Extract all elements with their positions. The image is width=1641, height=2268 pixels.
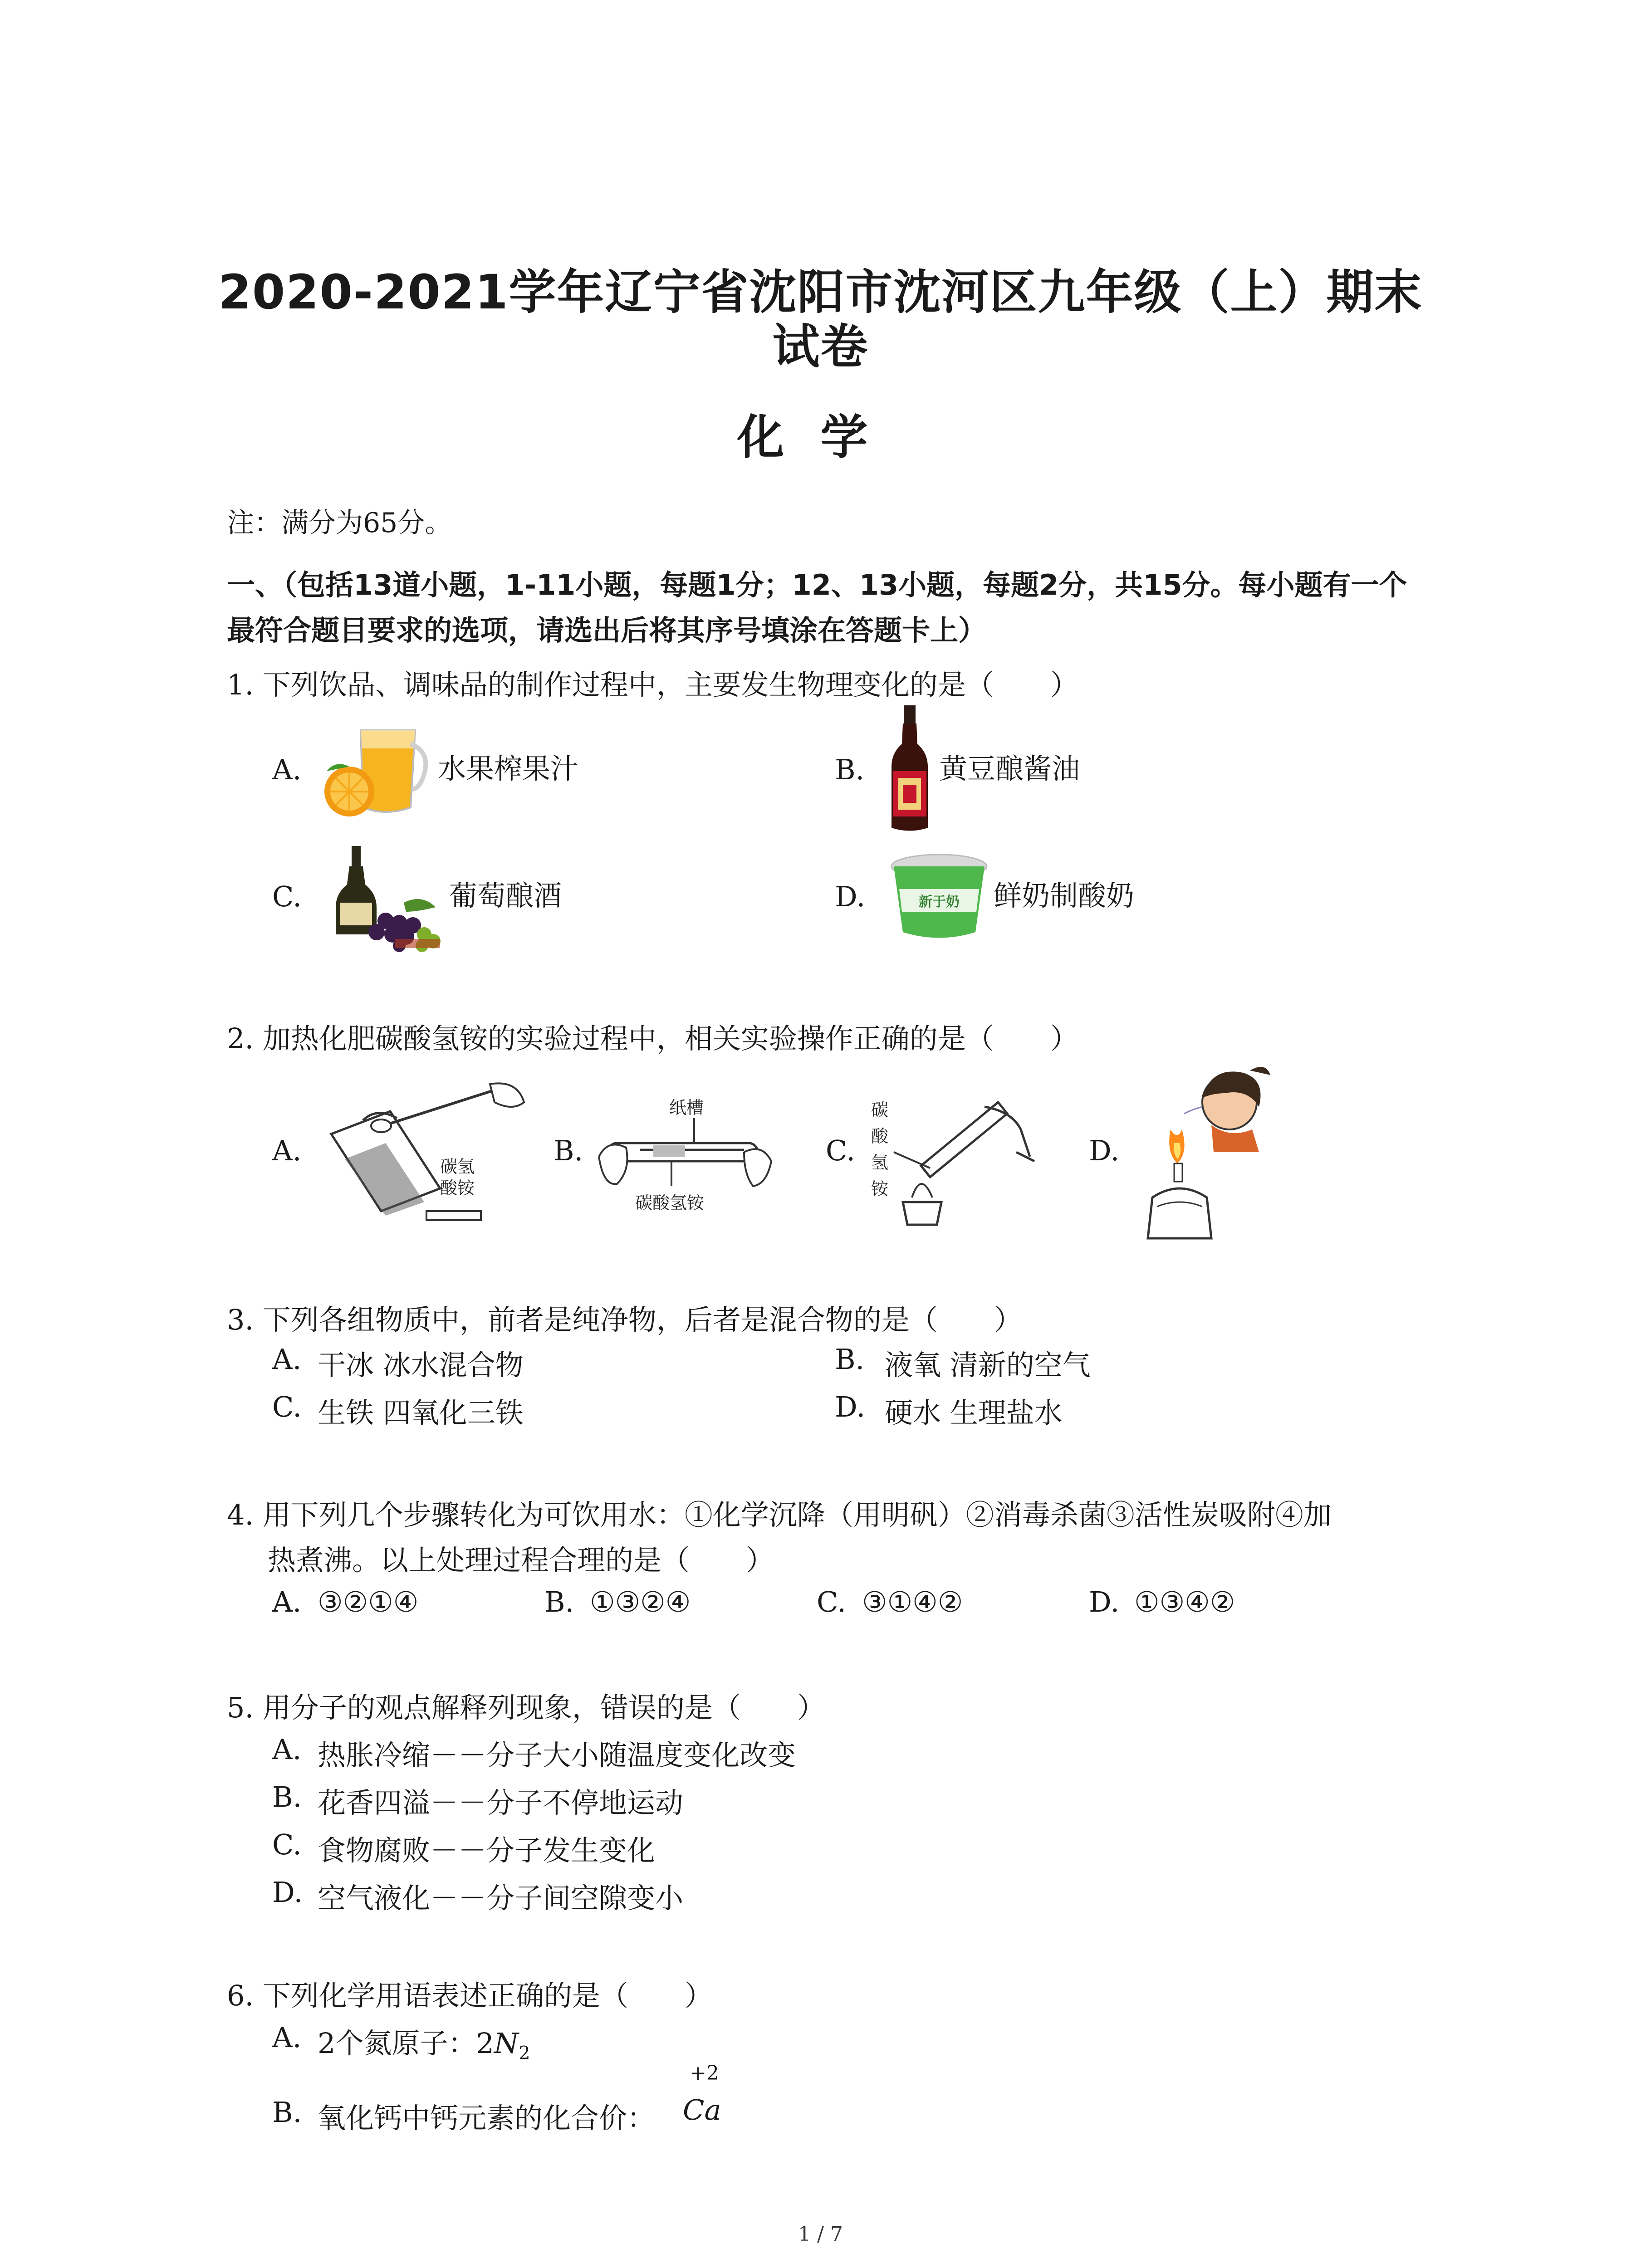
q4-option-d-label: D.	[1089, 1585, 1120, 1618]
q5-option-d-label: D.	[272, 1876, 303, 1909]
q6-stem: 6. 下列化学用语表述正确的是（ ）	[227, 1979, 713, 2012]
label-c2: 酸	[871, 1126, 889, 1146]
q3-option-c-label: C.	[272, 1390, 302, 1423]
yogurt-brand-text: 新于奶	[919, 894, 960, 910]
q6-option-b-text: 氧化钙中钙元素的化合价：	[318, 2102, 656, 2135]
yogurt-cup-icon	[889, 853, 989, 943]
juice-jug-icon	[318, 717, 436, 821]
q5-option-c-label: C.	[272, 1828, 302, 1861]
q4-option-a-text: ③②①④	[318, 1585, 419, 1618]
subject-title: 化学	[737, 410, 904, 465]
q5-option-b-text: 花香四溢－－分子不停地运动	[318, 1786, 684, 1819]
label-c3: 氢	[871, 1153, 889, 1173]
section1-instruction-line1: 一、（包括13道小题，1-11小题，每题1分；12、13小题，每题2分，共15分。每小题有一个	[227, 568, 1407, 601]
q6-option-a-text: 2个氮原子：2	[318, 2027, 494, 2060]
q2-option-a-label: A.	[272, 1134, 302, 1167]
q4-option-c-text: ③①④②	[862, 1585, 963, 1618]
q5-stem: 5. 用分子的观点解释列现象，错误的是（ ）	[227, 1691, 825, 1724]
q5-option-a-text: 热胀冷缩－－分子大小随温度变化改变	[318, 1739, 796, 1772]
q3-option-d-label: D.	[835, 1390, 866, 1423]
q2-option-d-label: D.	[1089, 1134, 1120, 1167]
q1-stem: 1. 下列饮品、调味品的制作过程中，主要发生物理变化的是（ ）	[227, 668, 1078, 701]
q3-option-d-text: 硬水 生理盐水	[885, 1396, 1063, 1429]
q3-option-c-text: 生铁 四氧化三铁	[318, 1396, 524, 1429]
paper-trough-tube-icon	[590, 1089, 780, 1220]
soy-sauce-bottle-icon	[885, 703, 935, 835]
q1-option-c-label: C.	[272, 880, 302, 913]
q6-option-a	[318, 2021, 530, 2063]
q2-option-c-label: C.	[826, 1134, 855, 1167]
q2-stem: 2. 加热化肥碳酸氢铵的实验过程中，相关实验操作正确的是（ ）	[227, 1022, 1078, 1055]
q4-option-b-text: ①③②④	[590, 1585, 691, 1618]
q5-option-d-text: 空气液化－－分子间空隙变小	[318, 1882, 684, 1915]
wine-grapes-icon	[327, 844, 445, 953]
q1-option-d-text: 鲜奶制酸奶	[994, 879, 1135, 912]
label-carbon-hydrogen: 碳氢	[440, 1157, 475, 1177]
q5-option-c-text: 食物腐败－－分子发生变化	[318, 1834, 656, 1867]
q5-option-a-label: A.	[272, 1733, 302, 1766]
q3-option-a-label: A.	[272, 1343, 302, 1376]
q3-option-b-text: 液氧 清新的空气	[885, 1349, 1091, 1382]
sampling-bottle-icon	[318, 1075, 526, 1229]
q4-option-b-label: B.	[544, 1585, 574, 1618]
q2-option-b-label: B.	[554, 1134, 583, 1167]
q4-stem-line2: 热煮沸。以上处理过程合理的是（ ）	[268, 1544, 774, 1577]
q6-option-a-subscript: 2	[519, 2043, 530, 2064]
q5-option-b-label: B.	[272, 1780, 302, 1813]
q4-option-c-label: C.	[817, 1585, 846, 1618]
q6-option-b-formula: Ca	[683, 2093, 721, 2126]
label-paper-trough: 纸槽	[669, 1098, 704, 1118]
heating-tube-icon	[867, 1089, 1039, 1234]
q1-option-b-label: B.	[835, 753, 865, 786]
q1-option-b-text: 黄豆酿酱油	[939, 752, 1080, 785]
q1-option-c-text: 葡萄酿酒	[449, 879, 562, 912]
page-title-line2: 试卷	[772, 319, 869, 374]
q6-option-b-valence: +2	[690, 2062, 719, 2085]
q6-option-a-label: A.	[272, 2021, 302, 2054]
label-c1: 碳	[871, 1100, 889, 1120]
q3-option-a-text: 干冰 冰水混合物	[318, 1349, 524, 1382]
q3-option-b-label: B.	[835, 1343, 865, 1376]
label-ammonium-bicarbonate: 碳酸氢铵	[635, 1193, 705, 1213]
page-number: 1 / 7	[798, 2223, 843, 2246]
q6-option-a-formula: N	[494, 2027, 519, 2060]
q6-option-b-label: B.	[272, 2096, 302, 2129]
section1-instruction-line2: 最符合题目要求的选项，请选出后将其序号填涂在答题卡上）	[227, 614, 987, 647]
blow-out-lamp-icon	[1134, 1061, 1279, 1243]
q4-option-a-label: A.	[272, 1585, 302, 1618]
q4-option-d-text: ①③④②	[1134, 1585, 1235, 1618]
q4-stem-line1: 4. 用下列几个步骤转化为可饮用水：①化学沉降（用明矾）②消毒杀菌③活性炭吸附④加	[227, 1498, 1332, 1531]
q1-option-a-label: A.	[272, 753, 302, 786]
page-title-line1: 2020-2021学年辽宁省沈阳市沈河区九年级（上）期末	[218, 264, 1423, 320]
label-c4: 铵	[871, 1179, 889, 1199]
score-note: 注：满分为65分。	[227, 507, 452, 539]
label-acid-ammonium: 酸铵	[440, 1178, 475, 1198]
q1-option-d-label: D.	[835, 880, 866, 913]
q3-stem: 3. 下列各组物质中，前者是纯净物，后者是混合物的是（ ）	[227, 1303, 1022, 1336]
q1-option-a-text: 水果榨果汁	[438, 752, 579, 785]
